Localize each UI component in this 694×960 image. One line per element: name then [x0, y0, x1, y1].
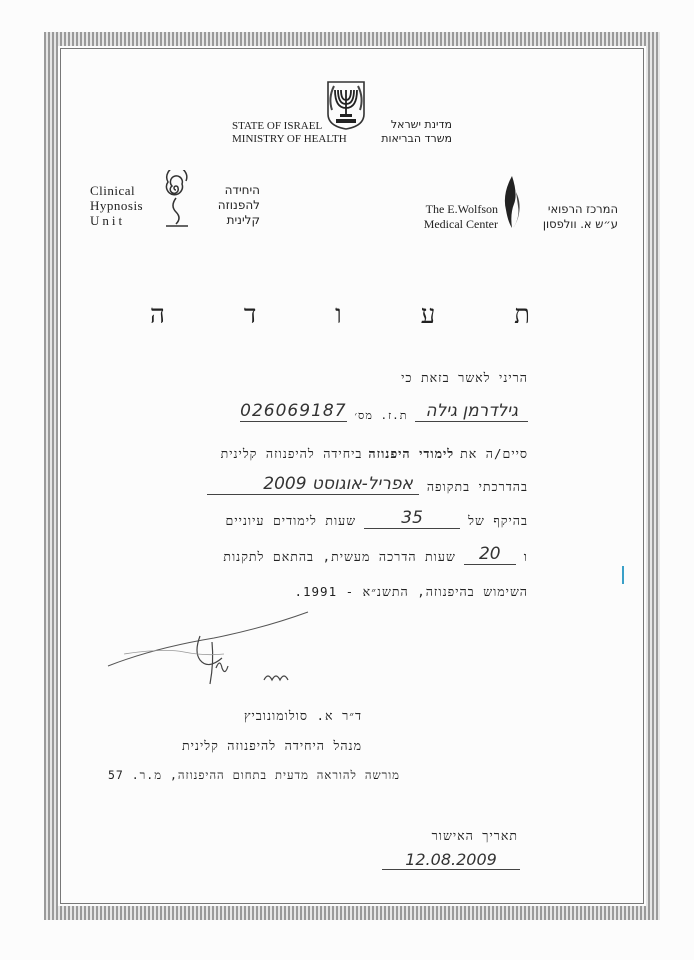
period-handwritten: אפריל-אוגוסט 2009	[207, 474, 419, 495]
ink-mark	[622, 566, 624, 584]
period-line	[207, 474, 528, 495]
practice-label: שעות הדרכה מעשית, בהתאם לתקנות	[223, 549, 456, 564]
completed-suffix: ביחידה להיפנוזה קלינית	[220, 446, 363, 461]
name-line	[128, 396, 528, 422]
signatory-name: ד״ר א. סולומונוביץ	[243, 708, 362, 723]
approval-label: תאריך האישור	[431, 828, 518, 843]
signature-icon	[104, 608, 314, 692]
unit-en-line3: Unit	[90, 213, 126, 228]
regulation-line: השימוש בהיפנוזה, התשנ״א - 1991.	[294, 584, 528, 599]
unit-en-block	[90, 183, 143, 228]
completed-prefix: סיים/ה את	[460, 446, 528, 461]
medical-center-he-line2: ע״ש א. וולפסון	[542, 217, 618, 231]
scope-label: בהיקף של	[468, 513, 528, 528]
medical-center-en-line2: Medical Center	[423, 217, 498, 231]
unit-en-line2: Hypnosis	[90, 198, 144, 213]
title-letter: ת	[514, 300, 530, 330]
unit-he-block	[198, 183, 260, 228]
title-letter: ע	[420, 300, 436, 330]
ministry-he: משרד הבריאות	[381, 132, 452, 145]
practice-line	[223, 544, 528, 565]
id-number: 026069187	[240, 401, 347, 421]
title-letter: ה	[150, 300, 165, 330]
state-he-block	[370, 118, 452, 146]
unit-he-line1: היחידה	[224, 183, 260, 197]
medical-center-en-line1: The E.Wolfson	[425, 202, 498, 216]
medical-center-en-block	[408, 202, 498, 232]
completed-line	[221, 446, 528, 462]
title-letter: ד	[243, 300, 257, 330]
unit-he-line2: להפנוזה	[217, 198, 260, 212]
theory-hours: 35	[364, 508, 460, 529]
course-name: לימודי היפנוזה	[368, 446, 455, 461]
flame-logo-icon	[500, 174, 524, 230]
id-label: ת.ז. מס׳	[354, 409, 408, 422]
name-handwritten: גילדרמן גילה	[415, 401, 528, 422]
guidance-label: בהדרכתי בתקופה	[426, 479, 528, 494]
unit-he-line3: קלינית	[226, 213, 260, 227]
state-he: מדינת ישראל	[390, 118, 452, 131]
medical-center-he-block	[526, 202, 618, 232]
certificate-title	[150, 300, 530, 330]
signatory-license: מורשה להוראה מדעית בתחום ההיפנוזה, מ.ר. 57	[107, 768, 400, 782]
signatory-role: מנהל היחידה להיפנוזה קלינית	[181, 738, 362, 753]
theory-label: שעות לימודים עיוניים	[225, 513, 357, 528]
ministry-en: MINISTRY OF HEALTH	[232, 133, 347, 145]
practice-hours: 20	[464, 544, 516, 565]
hypnosis-spiral-icon	[160, 170, 192, 230]
title-letter: ו	[335, 300, 342, 330]
approval-date: 12.08.2009	[382, 850, 520, 870]
intro-line: הריני לאשר בזאת כי	[401, 370, 528, 385]
unit-en-line1: Clinical	[90, 183, 136, 198]
medical-center-he-line1: המרכז הרפואי	[547, 202, 618, 216]
state-en: STATE OF ISRAEL	[232, 120, 323, 132]
and-label: ו	[523, 549, 528, 564]
scope-line	[226, 508, 528, 529]
state-emblem-icon	[324, 80, 368, 130]
